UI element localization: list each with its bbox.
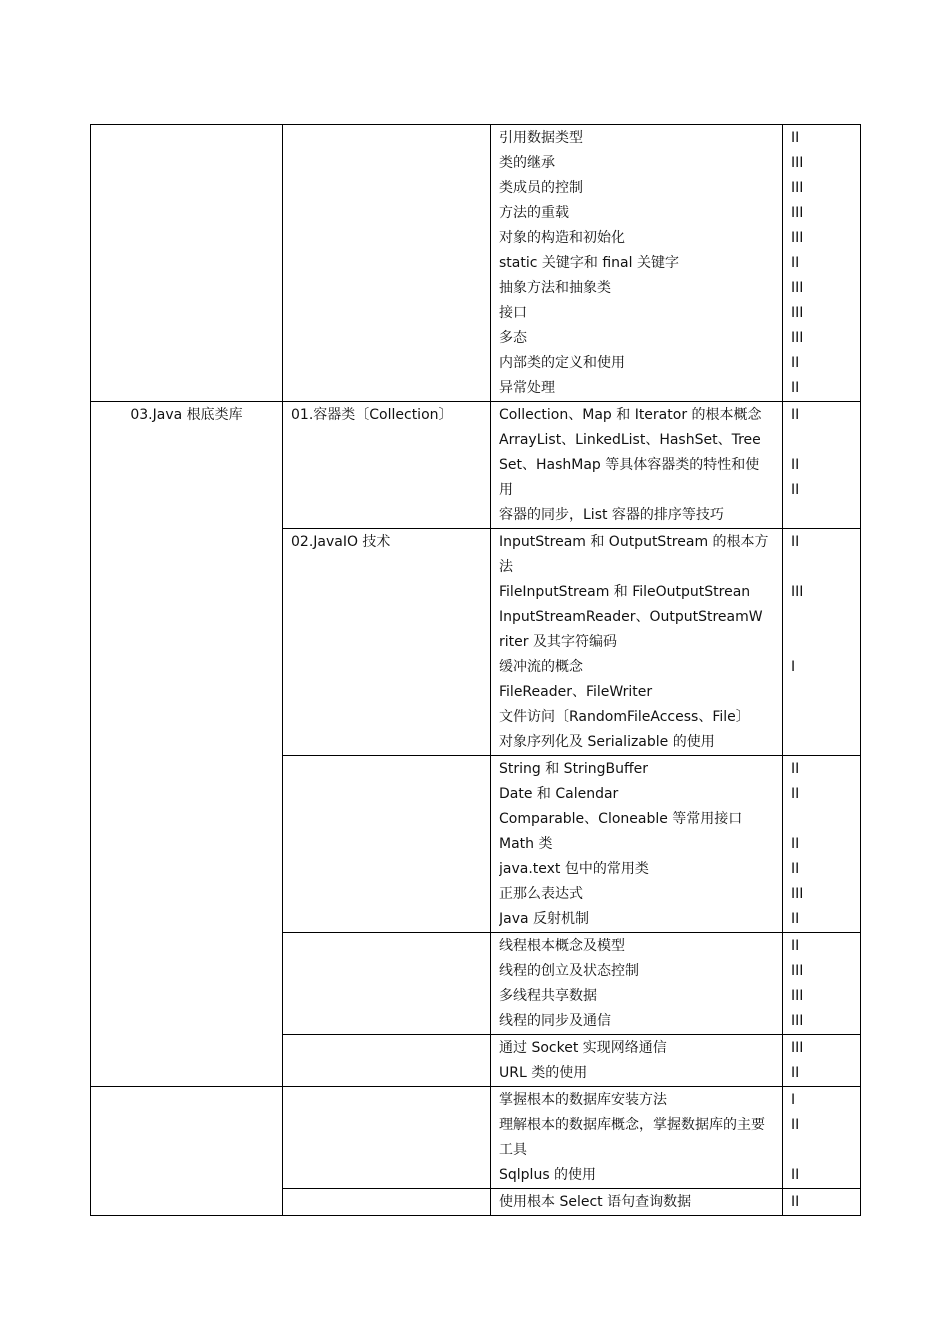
unit-cell: [283, 125, 491, 402]
topic-cell-line: 多态: [499, 330, 527, 346]
level-cell-line: III: [791, 155, 804, 171]
module-cell: [91, 125, 283, 402]
curriculum-table: [90, 124, 861, 1216]
unit-cell-text: 02.JavaIO 技术: [291, 534, 391, 550]
topic-cell: [491, 1035, 783, 1087]
level-cell-line: [791, 705, 852, 730]
level-cell-line: II: [791, 761, 800, 777]
table-row: [91, 1087, 861, 1189]
topic-cell-line: InputStream 和 OutputStream 的根本方: [499, 534, 769, 550]
level-cell-line: II: [791, 1167, 800, 1183]
level-cell-line: [791, 1138, 852, 1163]
topic-cell-line: 抽象方法和抽象类: [499, 280, 611, 296]
unit-cell: [283, 1035, 491, 1087]
topic-cell-line: 内部类的定义和使用: [499, 355, 625, 371]
level-cell-line: [791, 555, 852, 580]
level-cell-line: II: [791, 786, 800, 802]
level-cell-line: II: [791, 355, 800, 371]
level-cell-line: III: [791, 230, 804, 246]
topic-cell-line: 正那么表达式: [499, 886, 583, 902]
topic-cell-line: FileReader、FileWriter: [499, 684, 653, 700]
topic-cell-line: 多线程共享数据: [499, 988, 597, 1004]
topic-cell-line: 线程的创立及状态控制: [499, 963, 639, 979]
level-cell-line: II: [791, 911, 800, 927]
topic-cell-line: java.text 包中的常用类: [499, 861, 649, 877]
level-cell: [783, 933, 861, 1035]
level-cell-line: II: [791, 255, 800, 271]
level-cell-line: [791, 807, 852, 832]
level-cell-line: III: [791, 305, 804, 321]
topic-cell: [491, 1189, 783, 1216]
topic-cell-line: 类的继承: [499, 155, 555, 171]
level-cell: [783, 402, 861, 529]
level-cell: [783, 125, 861, 402]
unit-cell-text: 01.容器类〔Collection〕: [291, 407, 453, 423]
unit-cell: [283, 1087, 491, 1189]
topic-cell-line: 方法的重载: [499, 205, 569, 221]
level-cell-line: III: [791, 988, 804, 1004]
level-cell-line: [791, 503, 852, 528]
module-cell-text: [99, 1088, 274, 1113]
unit-cell-text: [291, 934, 482, 959]
topic-cell-line: riter 及其字符编码: [499, 634, 617, 650]
unit-cell-text: [291, 126, 482, 151]
unit-cell: [283, 756, 491, 933]
level-cell-line: III: [791, 205, 804, 221]
level-cell-line: [791, 680, 852, 705]
level-cell-line: II: [791, 534, 800, 550]
level-cell: [783, 1035, 861, 1087]
topic-cell: [491, 1087, 783, 1189]
module-cell: [91, 1087, 283, 1216]
topic-cell-line: Java 反射机制: [499, 911, 590, 927]
topic-cell-line: 法: [499, 559, 513, 575]
level-cell-line: II: [791, 1117, 800, 1133]
module-cell-text: [99, 126, 274, 151]
level-cell-line: III: [791, 330, 804, 346]
topic-cell-line: Collection、Map 和 Iterator 的根本概念: [499, 407, 762, 423]
level-cell-line: III: [791, 886, 804, 902]
level-cell-line: III: [791, 280, 804, 296]
topic-cell-line: 线程的同步及通信: [499, 1013, 611, 1029]
topic-cell-line: 对象序列化及 Serializable 的使用: [499, 734, 715, 750]
topic-cell-line: String 和 StringBuffer: [499, 761, 648, 777]
topic-cell-line: 引用数据类型: [499, 130, 583, 146]
level-cell-line: II: [791, 457, 800, 473]
unit-cell: [283, 933, 491, 1035]
level-cell-line: II: [791, 482, 800, 498]
topic-cell-line: Sqlplus 的使用: [499, 1167, 597, 1183]
level-cell-line: III: [791, 963, 804, 979]
level-cell: [783, 1087, 861, 1189]
level-cell-line: II: [791, 380, 800, 396]
module-cell: [91, 402, 283, 1087]
topic-cell: [491, 529, 783, 756]
unit-cell: [283, 1189, 491, 1216]
level-cell-line: II: [791, 1065, 800, 1081]
table-row: [91, 402, 861, 529]
level-cell-line: II: [791, 938, 800, 954]
unit-cell-text: [291, 1190, 482, 1215]
topic-cell-line: 工具: [499, 1142, 527, 1158]
topic-cell-line: InputStreamReader、OutputStreamW: [499, 609, 763, 625]
level-cell-line: II: [791, 836, 800, 852]
level-cell-line: III: [791, 1040, 804, 1056]
topic-cell-line: Set、HashMap 等具体容器类的特性和使: [499, 457, 760, 473]
level-cell-line: II: [791, 407, 800, 423]
topic-cell-line: Date 和 Calendar: [499, 786, 619, 802]
level-cell-line: II: [791, 861, 800, 877]
topic-cell-line: ArrayList、LinkedList、HashSet、Tree: [499, 432, 761, 448]
topic-cell: [491, 125, 783, 402]
unit-cell: [283, 402, 491, 529]
curriculum-table-body: [91, 125, 861, 1216]
level-cell: [783, 756, 861, 933]
topic-cell-line: 类成员的控制: [499, 180, 583, 196]
topic-cell-line: Math 类: [499, 836, 553, 852]
table-row: [91, 125, 861, 402]
topic-cell-line: 异常处理: [499, 380, 555, 396]
level-cell-line: I: [791, 1092, 796, 1108]
topic-cell-line: 容器的同步，List 容器的排序等技巧: [499, 507, 724, 523]
topic-cell-line: 通过 Socket 实现网络通信: [499, 1040, 667, 1056]
level-cell: [783, 529, 861, 756]
level-cell-line: [791, 730, 852, 755]
topic-cell: [491, 933, 783, 1035]
topic-cell-line: 用: [499, 482, 513, 498]
topic-cell-line: 使用根本 Select 语句查询数据: [499, 1194, 692, 1210]
topic-cell-line: 缓冲流的概念: [499, 659, 583, 675]
level-cell-line: [791, 630, 852, 655]
topic-cell-line: FileInputStream 和 FileOutputStrean: [499, 584, 751, 600]
level-cell-line: [791, 605, 852, 630]
level-cell-line: III: [791, 584, 804, 600]
topic-cell-line: static 关键字和 final 关键字: [499, 255, 679, 271]
level-cell-line: II: [791, 1194, 800, 1210]
unit-cell-text: [291, 1088, 482, 1113]
unit-cell-text: [291, 757, 482, 782]
level-cell-line: III: [791, 1013, 804, 1029]
topic-cell-line: URL 类的使用: [499, 1065, 588, 1081]
topic-cell-line: 掌握根本的数据库安装方法: [499, 1092, 667, 1108]
topic-cell-line: 文件访问〔RandomFileAccess、File〕: [499, 709, 750, 725]
topic-cell: [491, 402, 783, 529]
topic-cell-line: 线程根本概念及模型: [499, 938, 625, 954]
topic-cell-line: 理解根本的数据库概念，掌握数据库的主要: [499, 1117, 765, 1133]
topic-cell-line: Comparable、Cloneable 等常用接口: [499, 811, 743, 827]
module-cell-text: 03.Java 根底类库: [130, 407, 243, 423]
topic-cell: [491, 756, 783, 933]
level-cell-line: II: [791, 130, 800, 146]
unit-cell-text: [291, 1036, 482, 1061]
unit-cell: [283, 529, 491, 756]
level-cell-line: I: [791, 659, 796, 675]
topic-cell-line: 接口: [499, 305, 527, 321]
level-cell: [783, 1189, 861, 1216]
topic-cell-line: 对象的构造和初始化: [499, 230, 625, 246]
level-cell-line: [791, 428, 852, 453]
level-cell-line: III: [791, 180, 804, 196]
